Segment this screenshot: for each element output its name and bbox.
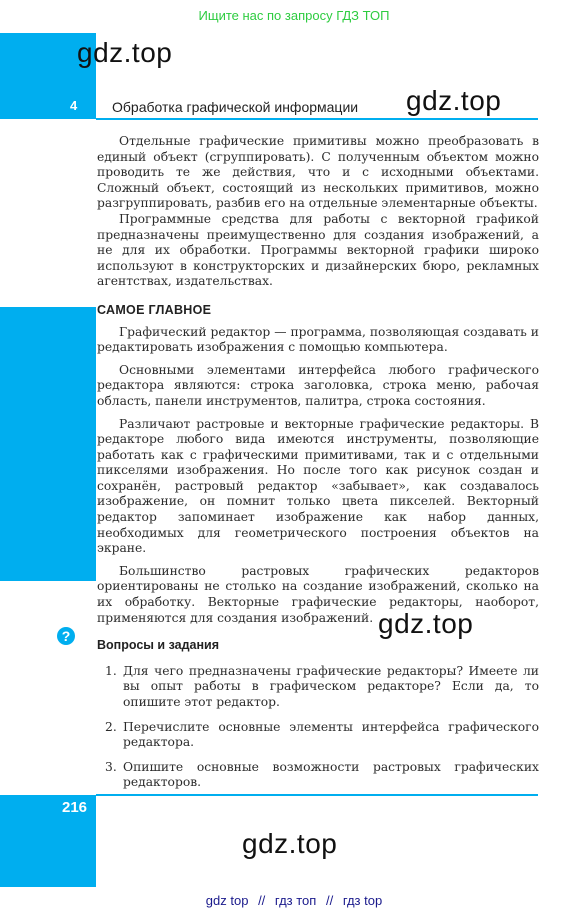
page-number: 216 — [62, 799, 88, 816]
footer-separator: // — [258, 893, 266, 908]
questions-heading: Вопросы и задания — [97, 638, 219, 653]
summary-paragraph: Графический редактор — программа, позволяющая создавать и редактировать изображения с помощью компьютера. — [97, 324, 539, 355]
page-content — [97, 134, 539, 800]
list-item — [97, 720, 539, 751]
footer-link[interactable]: гдз топ — [274, 893, 317, 908]
questions-list — [97, 664, 539, 791]
watermark: gdz.top — [77, 37, 173, 68]
intro-paragraph: Отдельные графические примитивы можно преобразовать в единый объект (сгруппировать). С полученным объектом можно проводить те же действия, что и с исходными объектами. Сложный объект, состоящий из нескольких примитивов, можно разгруппировать, разбив его на отдельные элементарные объекты. — [97, 134, 539, 211]
header-rule — [96, 118, 538, 120]
footer-link[interactable]: гдз top — [342, 893, 383, 908]
footer-links — [0, 893, 588, 908]
watermark: gdz.top — [378, 608, 474, 639]
intro-paragraph: Программные средства для работы с векторной графикой предназначены преимущественно для создания изображений, а не для их обработки. Программы векторной графики широко используют в конструкторских и дизайнерских бюро, рекламных агентствах, издательствах. — [97, 211, 539, 289]
summary-paragraph: Основными элементами интерфейса любого графического редактора являются: строка заголовка, строка меню, рабочая область, панели инструментов, палитра, строка состояния. — [97, 362, 539, 408]
question-text: Опишите основные возможности растровых графических редакторов. — [123, 759, 539, 790]
chapter-number: 4 — [70, 98, 78, 113]
side-bar-middle — [0, 307, 96, 581]
footer-link[interactable]: gdz top — [205, 893, 249, 908]
summary-paragraph: Различают растровые и векторные графические редакторы. В редакторе любого вида имеются инструменты, позволяющие работать как с графическими примитивами, так и с отдельными пикселями изображения. Но после того как рисунок создан и сохранён, растровый редактор «забывает», как создавалось изображение, он помнит только цвета пикселей. Векторный редактор запоминает изображение как набор данных, необходимых для геометрического построения объектов на экране. — [97, 416, 539, 556]
summary-heading: САМОЕ ГЛАВНОЕ — [97, 302, 212, 317]
list-item — [97, 760, 539, 791]
watermark: gdz.top — [242, 828, 338, 859]
question-number: 2. — [105, 719, 117, 734]
question-mark-icon: ? — [57, 627, 75, 645]
chapter-title: Обработка графической информации — [112, 99, 359, 115]
footer-separator: // — [325, 893, 334, 908]
question-text: Перечислите основные элементы интерфейса графического редактора. — [123, 719, 539, 750]
footer-rule — [96, 794, 538, 796]
summary-paragraph: Большинство растровых графических редакторов ориентированы не столько на создание изображений, сколько на их обработку. Векторные графические редакторы, наоборот, применяются для создания изображений. — [97, 563, 539, 625]
question-text: Для чего предназначены графические редакторы? Имеете ли вы опыт работы в графическом редакторе? Если да, то опишите этот редактор. — [123, 663, 539, 709]
list-item — [97, 664, 539, 711]
question-number: 3. — [105, 759, 117, 774]
question-number: 1. — [105, 663, 117, 678]
top-banner[interactable]: Ищите нас по запросу ГДЗ ТОП — [198, 8, 390, 23]
watermark: gdz.top — [406, 85, 502, 116]
